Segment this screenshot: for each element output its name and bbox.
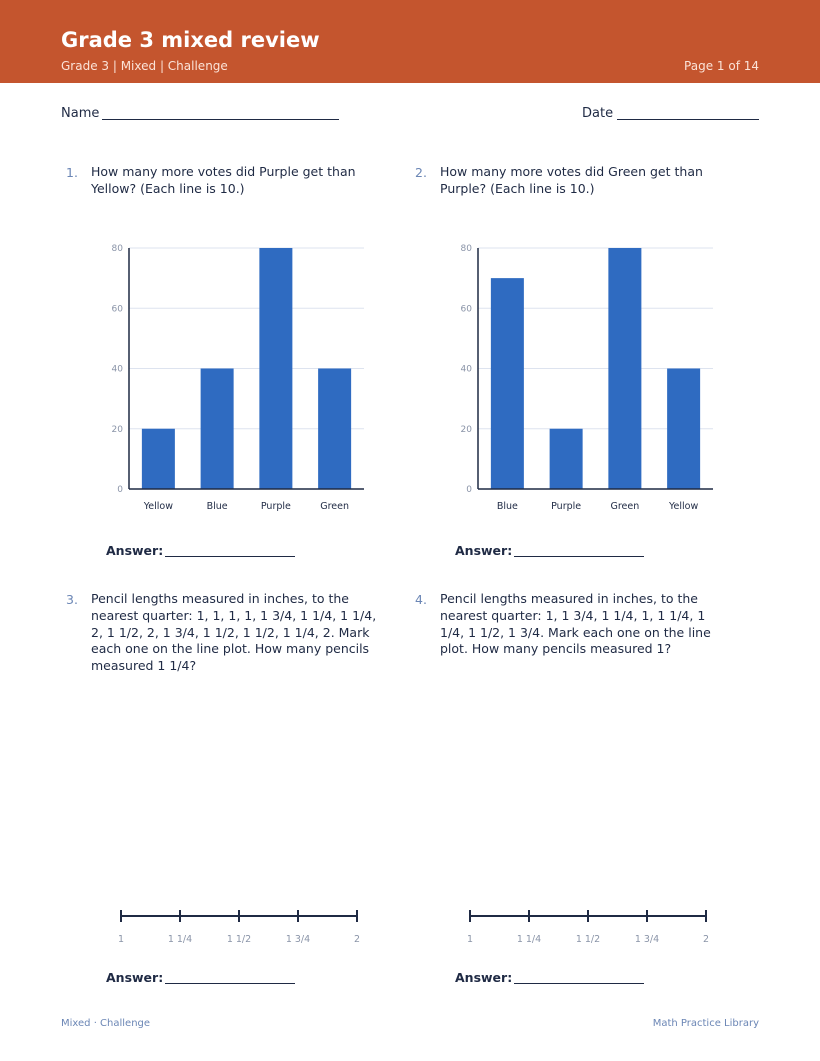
y-tick-label: 60	[111, 304, 123, 315]
question-text: How many more votes did Purple get than Yellow? (Each line is 10.)	[91, 164, 356, 196]
tick-label: 2	[702, 934, 710, 945]
name-field[interactable]	[102, 119, 339, 120]
bar	[667, 369, 700, 490]
x-tick-label: Blue	[206, 501, 228, 512]
answer-field-q1[interactable]	[165, 556, 295, 557]
page-header	[0, 0, 820, 83]
bar	[491, 278, 524, 489]
x-tick-label: Green	[610, 501, 640, 512]
worksheet-subtitle: Grade 3 | Mixed | Challenge	[61, 59, 228, 73]
tick-label: 1 3/4	[285, 934, 311, 945]
x-tick-label: Yellow	[143, 501, 173, 512]
answer-label: Answer:	[106, 543, 164, 558]
question-number: 3.	[66, 592, 78, 607]
y-tick-label: 40	[111, 364, 123, 375]
question-number: 1.	[66, 165, 78, 180]
bar-chart-q1	[100, 236, 380, 521]
question-text: How many more votes did Green get than Purple? (Each line is 10.)	[440, 164, 703, 196]
y-tick-label: 80	[111, 244, 123, 254]
answer-field-q2[interactable]	[514, 556, 644, 557]
tick-label: 1 1/2	[575, 934, 601, 945]
question-number: 2.	[415, 165, 427, 180]
line-plot-q3[interactable]	[110, 905, 370, 950]
tick-label: 1 3/4	[634, 934, 660, 945]
date-label: Date	[582, 106, 614, 121]
answer-label: Answer:	[455, 970, 513, 985]
bar	[608, 248, 641, 489]
tick-label: 2	[353, 934, 361, 945]
bar	[550, 429, 583, 489]
answer-field-q4[interactable]	[514, 983, 644, 984]
line-plot-q4[interactable]	[459, 905, 719, 950]
x-tick-label: Yellow	[669, 501, 699, 512]
question-text: Pencil lengths measured in inches, to the nearest quarter: 1, 1, 1, 1, 1 3/4, 1 1/4, 1 1/4, 2, 1 1/2, 2, 1 3/4, 1 1/2, 1 1/2, 1 1/4, 2. Mark each one on the line plot. How many pencils measured 1 1/4?	[91, 591, 377, 674]
answer-label: Answer:	[106, 970, 164, 985]
bar	[259, 248, 292, 489]
name-label: Name	[61, 106, 100, 121]
y-tick-label: 20	[111, 424, 123, 435]
bar	[318, 369, 351, 490]
x-tick-label: Purple	[551, 501, 582, 512]
footer-right: Math Practice Library	[652, 1018, 759, 1029]
y-tick-label: 80	[460, 244, 472, 254]
tick-label: 1 1/4	[167, 934, 193, 945]
page-indicator: Page 1 of 14	[684, 59, 759, 73]
footer-left: Mixed · Challenge	[61, 1018, 151, 1029]
x-tick-label: Purple	[260, 501, 291, 512]
y-tick-label: 0	[117, 485, 123, 495]
tick-label: 1	[117, 934, 125, 945]
y-tick-label: 0	[466, 485, 472, 495]
x-tick-label: Blue	[496, 501, 518, 512]
worksheet-title: Grade 3 mixed review	[61, 28, 320, 52]
tick-label: 1 1/2	[226, 934, 252, 945]
y-tick-label: 40	[460, 364, 472, 375]
tick-label: 1 1/4	[516, 934, 542, 945]
y-tick-label: 60	[460, 304, 472, 315]
date-field[interactable]	[617, 119, 759, 120]
x-tick-label: Green	[320, 501, 350, 512]
answer-label: Answer:	[455, 543, 513, 558]
tick-label: 1	[466, 934, 474, 945]
question-text: Pencil lengths measured in inches, to the nearest quarter: 1, 1 3/4, 1 1/4, 1, 1 1/4, 1 1/4, 1 1/2, 1 3/4. Mark each one on the line plot. How many pencils measured 1?	[440, 591, 711, 657]
bar	[142, 429, 175, 489]
bar	[201, 369, 234, 490]
answer-field-q3[interactable]	[165, 983, 295, 984]
question-number: 4.	[415, 592, 427, 607]
y-tick-label: 20	[460, 424, 472, 435]
bar-chart-q2	[449, 236, 729, 521]
